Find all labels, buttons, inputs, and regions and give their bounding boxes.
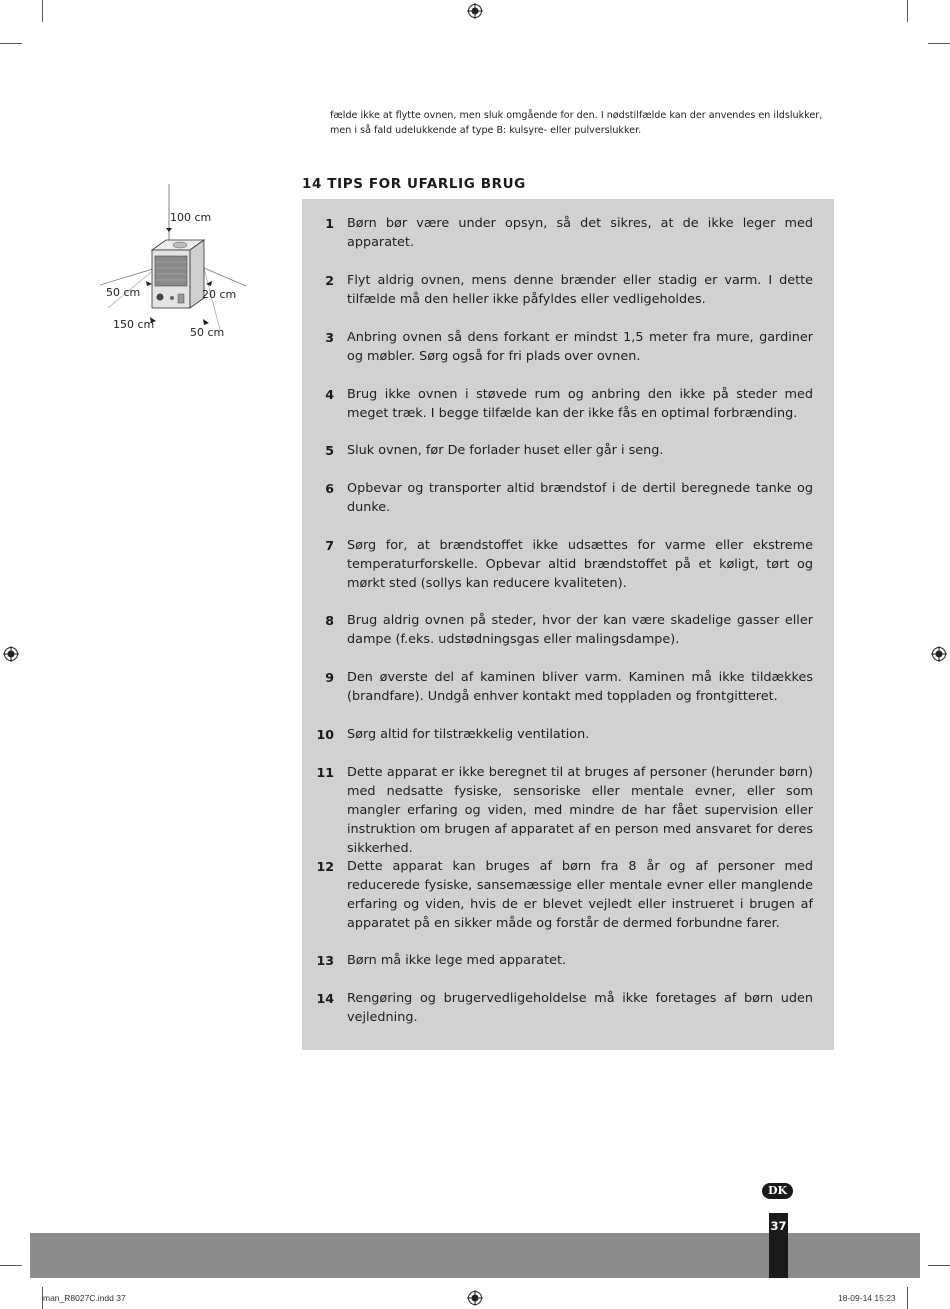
clearance-front-left-label: 150 cm bbox=[113, 318, 155, 331]
tip-number: 6 bbox=[325, 481, 334, 496]
tip-number: 2 bbox=[325, 273, 334, 288]
tip-text: Den øverste del af kaminen bliver varm. Kaminen må ikke tildækkes (brandfare). Undgå enhver kontakt med toppladen og frontgitteret. bbox=[347, 670, 813, 704]
section-title: 14 TIPS FOR UFARLIG BRUG bbox=[302, 176, 526, 192]
page-number: 37 bbox=[770, 1219, 787, 1233]
tip-text: Brug ikke ovnen i støvede rum og anbring den ikke på steder med meget træk. I begge tilfælde kan der ikke fås en optimal forbrænding. bbox=[347, 387, 813, 421]
tip-number: 7 bbox=[325, 538, 334, 553]
tip-text: Børn må ikke lege med apparatet. bbox=[347, 953, 567, 968]
tip-text: Opbevar og transporter altid brændstof i de dertil beregnede tanke og dunke. bbox=[347, 481, 813, 515]
tip-text: Dette apparat kan bruges af børn fra 8 år og af personer med reducerede fysiske, sansemæssige eller mentale evner eller manglende erfaring og viden, hvis de er blevet vejledt eller instrueret i brugen af apparatet på en sikker måde og forstår de dermed forbundne farer. bbox=[347, 859, 813, 931]
registration-mark-icon bbox=[931, 646, 947, 662]
tip-number: 8 bbox=[325, 613, 334, 628]
tip-text: Sørg for, at brændstoffet ikke udsættes for varme eller ekstreme temperaturforskelle. Opbevar altid brændstoffet på et køligt, tørt og mørkt sted (sollys kan reducere kvaliteten). bbox=[347, 538, 813, 591]
clearance-top-label: 100 cm bbox=[170, 211, 212, 224]
clearance-right-label: 20 cm bbox=[202, 288, 237, 301]
tip-number: 10 bbox=[316, 727, 334, 742]
tip-number: 13 bbox=[316, 953, 334, 968]
tip-number: 1 bbox=[325, 216, 334, 231]
clearance-front-right-label: 50 cm bbox=[190, 326, 225, 339]
crop-mark bbox=[928, 1265, 950, 1266]
tip-text: Rengøring og brugervedligeholdelse må ikke foretages af børn uden vejledning. bbox=[347, 991, 813, 1025]
date-slug: 18-09-14 15:23 bbox=[838, 1293, 896, 1303]
registration-mark-icon bbox=[467, 1290, 483, 1306]
tip-text: Sørg altid for tilstrækkelig ventilation. bbox=[347, 727, 590, 742]
tip-text: Sluk ovnen, før De forlader huset eller går i seng. bbox=[347, 443, 664, 458]
tip-text: Dette apparat er ikke beregnet til at bruges af personer (herunder børn) med nedsatte fysiske, sensoriske eller mentale evner, eller som mangler erfaring og viden, med mindre de har fået supervision eller instruktion om brugen af apparatet af en person med ansvaret for deres sikkerhed. bbox=[347, 765, 813, 856]
file-slug: man_R8027C.indd 37 bbox=[43, 1293, 126, 1303]
intro-paragraph bbox=[330, 108, 835, 138]
tip-number: 14 bbox=[316, 991, 334, 1006]
intro-line: fælde ikke at flytte ovnen, men sluk omgående for den. I nødstilfælde kan der anvendes en ildslukker, bbox=[330, 110, 823, 121]
tip-text: Flyt aldrig ovnen, mens denne brænder eller stadig er varm. I dette tilfælde må den heller ikke påfyldes eller vedligeholdes. bbox=[347, 273, 813, 307]
tip-text: Brug aldrig ovnen på steder, hvor der kan være skadelige gasser eller dampe (f.eks. udstødningsgas eller malingsdampe). bbox=[347, 613, 813, 647]
tip-number: 12 bbox=[316, 859, 334, 874]
tip-number: 9 bbox=[325, 670, 334, 685]
tip-text: Anbring ovnen så dens forkant er mindst 1,5 meter fra mure, gardiner og møbler. Sørg også for fri plads over ovnen. bbox=[347, 330, 813, 364]
intro-line: men i så fald udelukkende af type B: kulsyre- eller pulverslukker. bbox=[330, 125, 642, 136]
registration-mark-icon bbox=[3, 646, 19, 662]
crop-mark bbox=[0, 1265, 22, 1266]
crop-mark bbox=[907, 1287, 908, 1309]
clearance-left-label: 50 cm bbox=[106, 286, 141, 299]
clearance-diagram bbox=[100, 180, 250, 350]
tip-number: 5 bbox=[325, 443, 334, 458]
tips-box bbox=[302, 199, 834, 1050]
tip-text: Børn bør være under opsyn, så det sikres, at de ikke leger med apparatet. bbox=[347, 216, 813, 250]
language-badge: DK bbox=[762, 1183, 793, 1199]
registration-mark-icon bbox=[467, 3, 483, 19]
tip-number: 4 bbox=[325, 387, 334, 402]
crop-mark bbox=[0, 43, 22, 44]
crop-mark bbox=[907, 0, 908, 22]
crop-mark bbox=[928, 43, 950, 44]
crop-mark bbox=[42, 0, 43, 22]
tip-number: 11 bbox=[316, 765, 334, 780]
tip-number: 3 bbox=[325, 330, 334, 345]
